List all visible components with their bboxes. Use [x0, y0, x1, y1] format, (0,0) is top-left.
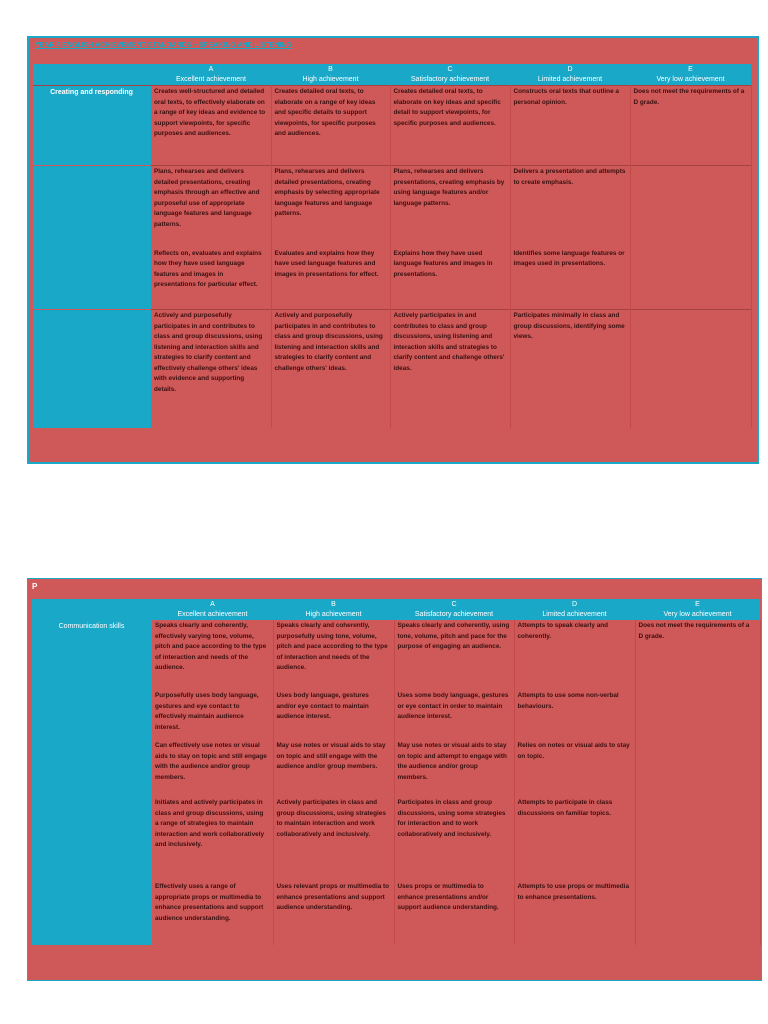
- cell-e: Does not meet the requirements of a D grade.: [630, 86, 751, 166]
- cell-a: Creates well-structured and detailed oral texts, to effectively elaborate on a range of key ideas and evidence to support viewpoints, for specific purposes and audiences.: [151, 86, 271, 166]
- grade-header-e: [630, 64, 751, 86]
- grade-letter: D: [571, 601, 578, 608]
- cell-b: Actively participates in class and group discussions, using strategies to maintain interaction and work collaboratively and inclusively.: [273, 797, 394, 881]
- table-row: [32, 881, 760, 945]
- cell-e: [635, 690, 760, 740]
- cell-a: Effectively uses a range of appropriate props or multimedia to enhance presentations and support audience understanding.: [152, 881, 273, 945]
- cell-c: Speaks clearly and coherently, using tone, volume, pitch and pace for the purpose of engaging an audience.: [394, 620, 514, 690]
- grade-letter: A: [210, 601, 215, 608]
- header-corner: [33, 64, 151, 86]
- cell-b: Uses body language, gestures and/or eye contact to maintain audience interest.: [273, 690, 394, 740]
- grade-label: Limited achievement: [537, 76, 603, 83]
- grade-label: Very low achievement: [656, 76, 725, 83]
- cell-b: Creates detailed oral texts, to elaborate on a range of key ideas and specific details to support viewpoints, for specific purposes and audiences.: [271, 86, 390, 166]
- panel-title: P: [32, 582, 38, 591]
- category-label: Communication skills: [32, 620, 152, 690]
- cell-d: Constructs oral texts that outline a personal opinion.: [510, 86, 630, 166]
- cell-b: Actively and purposefully participates in and contributes to class and group discussions, using listening and interaction skills and strategies to clarify content and challenge others' ideas.: [271, 310, 390, 428]
- cell-e: [635, 881, 760, 945]
- grade-header-e: [635, 599, 760, 620]
- grade-header-d: [514, 599, 635, 620]
- table-row: [32, 740, 760, 797]
- table-row: [32, 690, 760, 740]
- grade-label: Limited achievement: [542, 611, 607, 618]
- cell-c: Plans, rehearses and delivers presentations, creating emphasis by using language features and/or language patterns.: [390, 166, 510, 248]
- cell-c: Explains how they have used language features and images in presentations.: [390, 248, 510, 310]
- cell-b: Speaks clearly and coherently, purposefully using tone, volume, pitch and pace according to the type of interaction and needs of the audience.: [273, 620, 394, 690]
- grade-header-c: [394, 599, 514, 620]
- grade-label: High achievement: [305, 611, 362, 618]
- cell-a: Actively and purposefully participates in and contributes to class and group discussions, using listening and interaction skills and strategies to clarify content and effectively challenge others' ideas with evidence and supporting details.: [151, 310, 271, 428]
- cell-e: [630, 310, 751, 428]
- table-row: [33, 166, 751, 248]
- cell-a: Purposefully uses body language, gestures and eye contact to effectively maintain audience interest.: [152, 690, 273, 740]
- rubric-panel-speaking-listening: [27, 36, 759, 464]
- rubric-panel-communication-skills: [27, 578, 762, 981]
- cell-b: Evaluates and explains how they have used language features and images in presentations for effect.: [271, 248, 390, 310]
- grade-letter: C: [447, 66, 453, 73]
- cell-c: Uses some body language, gestures or eye contact in order to maintain audience interest.: [394, 690, 514, 740]
- cell-d: Attempts to use props or multimedia to enhance presentations.: [514, 881, 635, 945]
- grade-label: Excellent achievement: [175, 76, 247, 83]
- cell-a: Plans, rehearses and delivers detailed presentations, creating emphasis through an effective and purposeful use of appropriate language features and language patterns.: [151, 166, 271, 248]
- grade-header-b: [273, 599, 394, 620]
- grade-header-a: [151, 64, 271, 86]
- cell-d: Identifies some language features or images used in presentations.: [510, 248, 630, 310]
- cell-d: Relies on notes or visual aids to stay on topic.: [514, 740, 635, 797]
- grade-label: Satisfactory achievement: [410, 76, 490, 83]
- grade-label: Satisfactory achievement: [414, 611, 494, 618]
- grade-letter: C: [451, 601, 457, 608]
- cell-a: Speaks clearly and coherently, effectively varying tone, volume, pitch and pace according to the type of interaction and needs of the audience.: [152, 620, 273, 690]
- grade-header-row: [32, 599, 760, 620]
- category-cell: [32, 690, 152, 740]
- cell-e: [630, 166, 751, 248]
- grade-header-c: [390, 64, 510, 86]
- cell-d: Participates minimally in class and group discussions, identifying some views.: [510, 310, 630, 428]
- category-cell: [32, 881, 152, 945]
- grade-letter: A: [208, 66, 214, 73]
- table-row: [33, 86, 751, 166]
- cell-c: May use notes or visual aids to stay on topic and attempt to engage with the audience and/or group members.: [394, 740, 514, 797]
- grade-letter: D: [567, 66, 573, 73]
- grade-label: High achievement: [302, 76, 359, 83]
- cell-b: May use notes or visual aids to stay on topic and still engage with the audience and/or group members.: [273, 740, 394, 797]
- category-cell: [33, 248, 151, 310]
- cell-e: [635, 740, 760, 797]
- cell-d: Attempts to participate in class discussions on familiar topics.: [514, 797, 635, 881]
- cell-b: Uses relevant props or multimedia to enhance presentations and support audience understanding.: [273, 881, 394, 945]
- category-cell: [32, 740, 152, 797]
- grade-header-d: [510, 64, 630, 86]
- cell-c: Actively participates in and contributes to class and group discussions, using listening and interaction skills and strategies to clarify content and challenge others' ideas.: [390, 310, 510, 428]
- cell-c: Creates detailed oral texts, to elaborate on key ideas and specific detail to support viewpoints, for specific purposes and audiences.: [390, 86, 510, 166]
- panel-title: YEAR 8 ENGLISH ACHIEVEMENT STANDARDS – SPEAKING AND LISTENING: [35, 42, 292, 49]
- cell-d: Attempts to speak clearly and coherently.: [514, 620, 635, 690]
- cell-a: Reflects on, evaluates and explains how they have used language features and images in presentations for particular effect.: [151, 248, 271, 310]
- grade-header-a: [152, 599, 273, 620]
- cell-e: [630, 248, 751, 310]
- cell-c: Participates in class and group discussions, using some strategies for interaction and to work collaboratively and inclusively.: [394, 797, 514, 881]
- grade-header-row: [33, 64, 751, 86]
- category-cell: [33, 166, 151, 248]
- cell-c: Uses props or multimedia to enhance presentations and/or support audience understanding.: [394, 881, 514, 945]
- cell-e: [635, 797, 760, 881]
- table-row: [32, 620, 760, 690]
- rubric-table: [33, 64, 752, 428]
- cell-d: Delivers a presentation and attempts to create emphasis.: [510, 166, 630, 248]
- category-cell: [33, 310, 151, 428]
- table-row: [33, 248, 751, 310]
- grade-letter: B: [331, 601, 336, 608]
- grade-letter: E: [695, 601, 700, 608]
- grade-label: Very low achievement: [663, 611, 732, 618]
- cell-a: Initiates and actively participates in class and group discussions, using a range of strategies to maintain interaction and work collaboratively and inclusively.: [152, 797, 273, 881]
- grade-letter: B: [328, 66, 333, 73]
- cell-a: Can effectively use notes or visual aids to stay on topic and still engage with the audience and/or group members.: [152, 740, 273, 797]
- grade-header-b: [271, 64, 390, 86]
- grade-label: Excellent achievement: [177, 611, 248, 618]
- table-row: [32, 797, 760, 881]
- table-row: [33, 310, 751, 428]
- cell-d: Attempts to use some non-verbal behaviours.: [514, 690, 635, 740]
- cell-b: Plans, rehearses and delivers detailed presentations, creating emphasis by selecting appropriate language features and language patterns.: [271, 166, 390, 248]
- category-cell: [32, 797, 152, 881]
- grade-letter: E: [688, 66, 693, 73]
- header-corner: [32, 599, 152, 620]
- cell-e: Does not meet the requirements of a D grade.: [635, 620, 760, 690]
- category-label: Creating and responding: [33, 86, 151, 166]
- rubric-table: [32, 599, 761, 945]
